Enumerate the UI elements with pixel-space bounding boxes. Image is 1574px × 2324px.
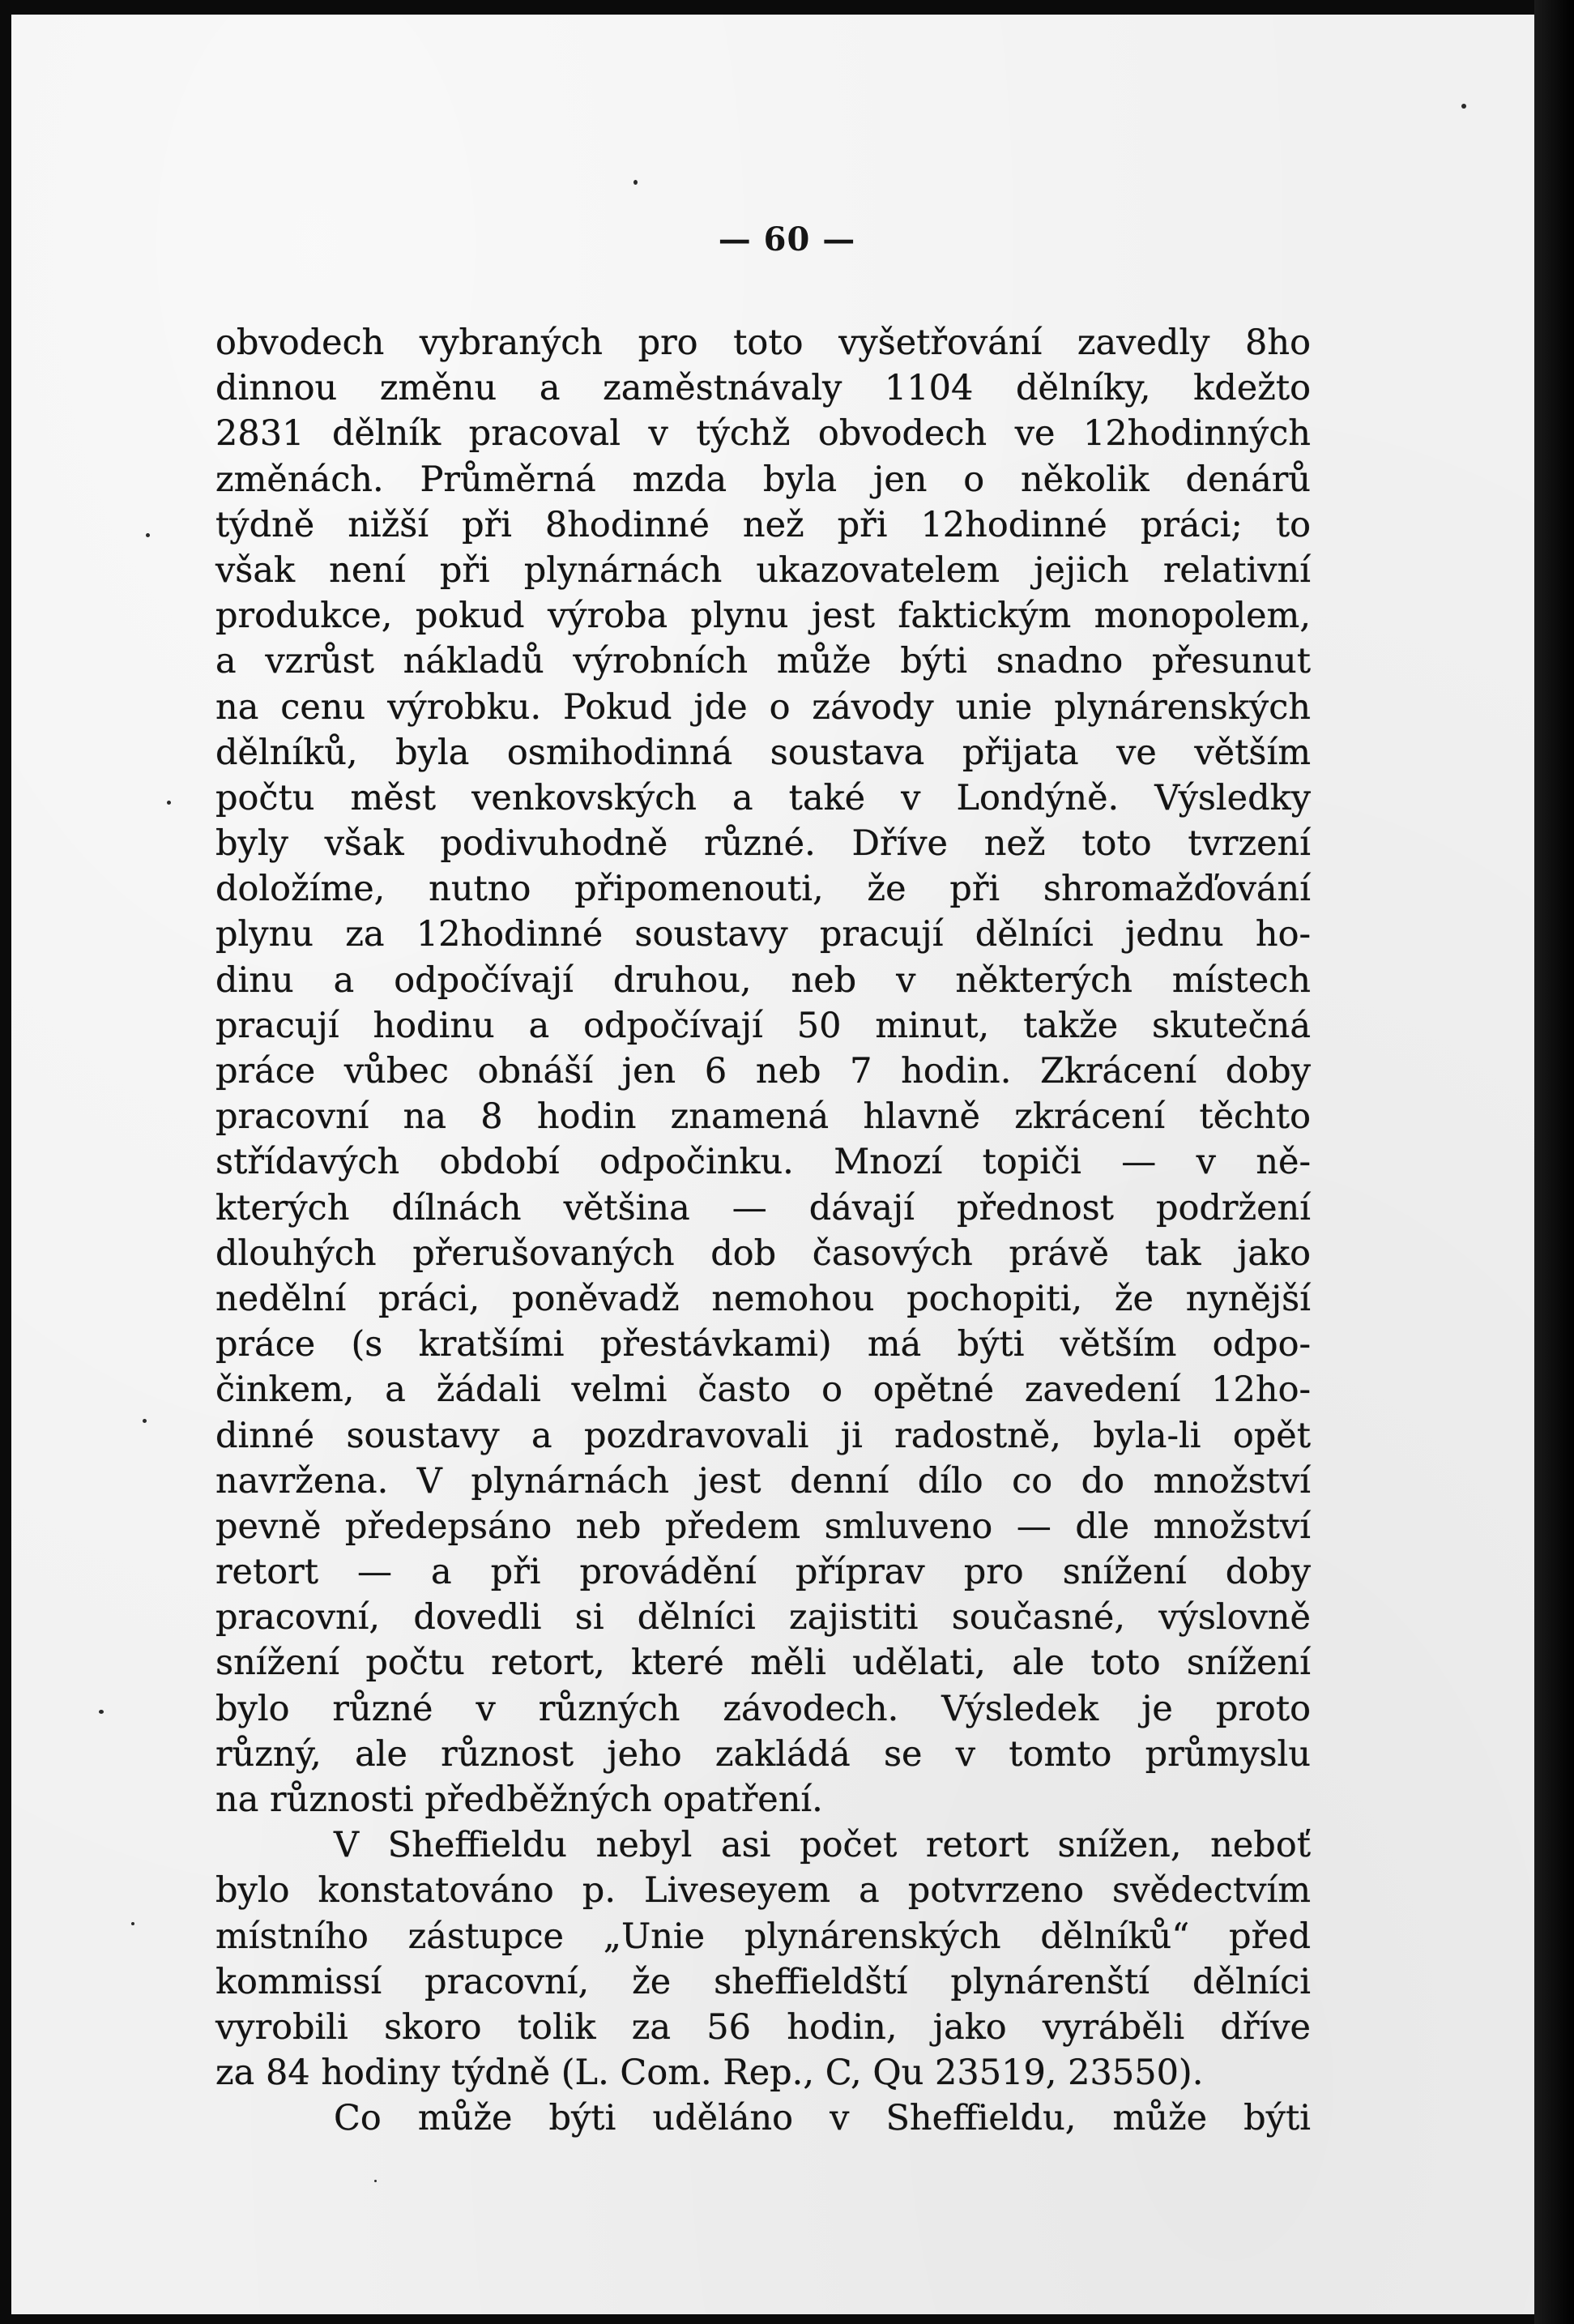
text-line: produkce, pokud výroba plynu jest faktickým monopolem, — [215, 596, 1311, 637]
text-line: pracují hodinu a odpočívají 50 minut, takže skutečná — [215, 1005, 1311, 1046]
text-line: dinu a odpočívají druhou, neb v některých místech — [215, 959, 1311, 1001]
body-text — [215, 320, 1311, 2142]
text-line: práce (s kratšími přestávkami) má býti větším odpo- — [215, 1324, 1311, 1365]
paragraph-start-line: V Sheffieldu nebyl asi počet retort snížen, neboť — [334, 1825, 1311, 1866]
text-line: snížení počtu retort, které měli udělati, ale toto snížení — [215, 1643, 1311, 1684]
paragraph-end-line: za 84 hodiny týdně (L. Com. Rep., C, Qu 23519, 23550). — [215, 2053, 1204, 2094]
text-line: retort — a při provádění příprav pro snížení doby — [215, 1552, 1311, 1593]
paragraph-start-line: Co může býti uděláno v Sheffieldu, může býti — [334, 2098, 1311, 2139]
text-line: činkem, a žádali velmi často o opětné zavedení 12ho- — [215, 1369, 1311, 1411]
text-line: bylo různé v různých závodech. Výsledek je proto — [215, 1688, 1311, 1729]
paper-speck — [131, 1922, 134, 1925]
text-line: různý, ale různost jeho zakládá se v tomto průmyslu — [215, 1733, 1311, 1775]
text-line: dlouhých přerušovaných dob časových právě tak jako — [215, 1232, 1311, 1274]
text-line: 2831 dělník pracoval v týchž obvodech ve 12hodinných — [215, 413, 1311, 455]
paper-speck — [1461, 104, 1466, 109]
text-line: však není při plynárnách ukazovatelem jejich relativní — [215, 549, 1311, 591]
paper-speck — [374, 2180, 377, 2182]
text-line: změnách. Průměrná mzda byla jen o několik denárů — [215, 459, 1311, 500]
text-line: bylo konstatováno p. Liveseyem a potvrzeno svědectvím — [215, 1870, 1311, 1912]
text-line: byly však podivuhodně různé. Dříve než toto tvrzení — [215, 823, 1311, 865]
text-line: kommissí pracovní, že sheffieldští plynárenští dělníci — [215, 1961, 1311, 2002]
text-line: pracovní na 8 hodin znamená hlavně zkrácení těchto — [215, 1096, 1311, 1138]
text-line: obvodech vybraných pro toto vyšetřování zavedly 8ho — [215, 323, 1311, 363]
text-line: navržena. V plynárnách jest denní dílo co do množství — [215, 1460, 1311, 1502]
paper-speck — [143, 1419, 147, 1423]
paper-speck — [99, 1710, 104, 1714]
paper-speck — [167, 801, 171, 805]
text-line: kterých dílnách většina — dávají přednost podržení — [215, 1187, 1311, 1228]
text-line: plynu za 12hodinné soustavy pracují dělníci jednu ho- — [215, 914, 1311, 955]
paper-speck — [146, 533, 150, 537]
paragraph-end-line: na různosti předběžných opatření. — [215, 1779, 823, 1820]
text-line: práce vůbec obnáší jen 6 neb 7 hodin. Zkrácení doby — [215, 1051, 1311, 1092]
text-line: místního zástupce „Unie plynárenských dělníků“ před — [215, 1916, 1311, 1957]
text-line: pracovní, dovedli si dělníci zajistiti současné, výslovně — [215, 1597, 1311, 1638]
text-line: týdně nižší při 8hodinné než při 12hodinné práci; to — [215, 504, 1311, 545]
text-line: dinné soustavy a pozdravovali ji radostně, byla-li opět — [215, 1415, 1311, 1456]
text-line: a vzrůst nákladů výrobních může býti snadno přesunut — [215, 641, 1311, 682]
text-line: nedělní práci, poněvadž nemohou pochopiti, že nynější — [215, 1278, 1311, 1319]
text-line: počtu měst venkovských a také v Londýně. Výsledky — [215, 777, 1311, 818]
page-number: — 60 — — [718, 220, 856, 258]
text-line: střídavých období odpočinku. Mnozí topiči — v ně- — [215, 1142, 1311, 1183]
text-line: vyrobili skoro tolik za 56 hodin, jako vyráběli dříve — [215, 2006, 1311, 2048]
text-line: dinnou změnu a zaměstnávaly 1104 dělníky, kdežto — [215, 368, 1311, 409]
page-edge-shadow — [1534, 0, 1574, 2324]
text-line: dělníků, byla osmihodinná soustava přijata ve větším — [215, 732, 1311, 773]
paper-speck — [633, 180, 638, 185]
text-line: doložíme, nutno připomenouti, že při shromažďování — [215, 869, 1311, 910]
text-line: pevně předepsáno neb předem smluveno — dle množství — [215, 1506, 1311, 1547]
text-line: na cenu výrobku. Pokud jde o závody unie plynárenských — [215, 686, 1311, 728]
